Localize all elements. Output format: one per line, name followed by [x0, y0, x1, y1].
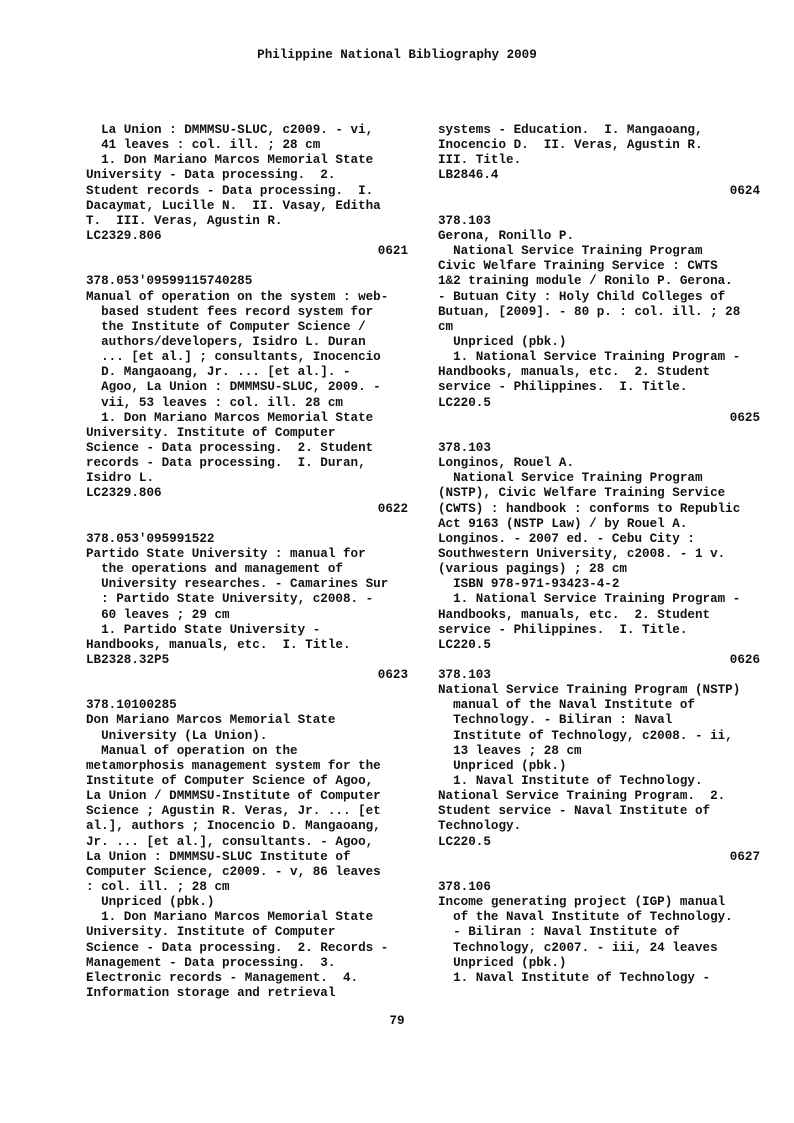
text-line: Butuan, [2009]. - 80 p. : col. ill. ; 28	[438, 304, 741, 319]
text-line: 378.103	[438, 440, 491, 455]
text-line: 60 leaves ; 29 cm	[86, 607, 230, 622]
text-line: Handbooks, manuals, etc. 2. Student	[438, 365, 711, 380]
text-line: (various pagings) ; 28 cm	[438, 562, 627, 577]
entry-number: 0626	[729, 652, 760, 667]
left-column	[86, 123, 408, 1001]
text-line: LB2846.4	[438, 168, 499, 183]
text-line: Act 9163 (NSTP Law) / by Rouel A.	[438, 516, 688, 531]
text-line: LC2329.806	[86, 228, 162, 243]
text-line: Electronic records - Management. 4.	[86, 970, 359, 985]
text-line: the Institute of Computer Science /	[86, 319, 366, 334]
text-line: Technology. - Biliran : Naval	[438, 713, 673, 728]
text-line: : Partido State University, c2008. -	[86, 592, 374, 607]
text-line: Agoo, La Union : DMMMSU-SLUC, 2009. -	[86, 380, 381, 395]
text-line: LB2328.32P5	[86, 652, 170, 667]
text-line: service - Philippines. I. Title.	[438, 380, 688, 395]
text-line: Science - Data processing. 2. Student	[86, 440, 374, 455]
entry-number: 0622	[377, 501, 408, 516]
text-line: cm	[438, 319, 454, 334]
text-line: Gerona, Ronillo P.	[438, 228, 575, 243]
blank-line	[438, 426, 760, 441]
text-line: University researches. - Camarines Sur	[86, 577, 389, 592]
text-line: LC220.5	[438, 395, 491, 410]
text-line: University (La Union).	[86, 728, 268, 743]
text-line: Handbooks, manuals, etc. I. Title.	[86, 637, 351, 652]
blank-line	[86, 517, 408, 532]
text-line: Technology.	[438, 819, 522, 834]
text-line: 41 leaves : col. ill. ; 28 cm	[86, 138, 321, 153]
text-line: University. Institute of Computer	[86, 425, 336, 440]
text-line: 378.103	[438, 668, 491, 683]
text-line: 1. National Service Training Program -	[438, 350, 741, 365]
entry-number: 0625	[729, 410, 760, 425]
text-line: National Service Training Program	[438, 471, 703, 486]
text-line: University. Institute of Computer	[86, 925, 336, 940]
text-line: service - Philippines. I. Title.	[438, 622, 688, 637]
blank-line	[86, 683, 408, 698]
text-line: of the Naval Institute of Technology.	[438, 910, 733, 925]
text-line: Institute of Technology, c2008. - ii,	[438, 728, 733, 743]
blank-line	[438, 199, 760, 214]
text-line: LC220.5	[438, 834, 491, 849]
text-line: Income generating project (IGP) manual	[438, 895, 726, 910]
text-line: T. III. Veras, Agustin R.	[86, 213, 283, 228]
text-line: 378.053'09599115740285	[86, 274, 253, 289]
text-line: 1. National Service Training Program -	[438, 592, 741, 607]
text-line: Science ; Agustin R. Veras, Jr. ... [et	[86, 804, 381, 819]
text-line: ... [et al.] ; consultants, Inocencio	[86, 350, 381, 365]
text-line: based student fees record system for	[86, 304, 374, 319]
text-line: National Service Training Program (NSTP)	[438, 683, 741, 698]
text-line: 1. Don Mariano Marcos Memorial State	[86, 410, 374, 425]
text-line: records - Data processing. I. Duran,	[86, 456, 366, 471]
text-line: Computer Science, c2009. - v, 86 leaves	[86, 864, 381, 879]
text-line: (NSTP), Civic Welfare Training Service	[438, 486, 726, 501]
text-line: III. Title.	[438, 153, 522, 168]
text-line: Jr. ... [et al.], consultants. - Agoo,	[86, 834, 374, 849]
text-line: Unpriced (pbk.)	[86, 895, 215, 910]
entry-number: 0623	[377, 668, 408, 683]
blank-line	[86, 259, 408, 274]
text-line: 378.053'095991522	[86, 531, 215, 546]
page-header: Philippine National Bibliography 2009	[257, 48, 537, 62]
text-line: D. Mangaoang, Jr. ... [et al.]. -	[86, 365, 351, 380]
entry-number: 0624	[729, 183, 760, 198]
text-line: Southwestern University, c2008. - 1 v.	[438, 546, 726, 561]
text-line: authors/developers, Isidro L. Duran	[86, 334, 366, 349]
text-line: Student service - Naval Institute of	[438, 804, 711, 819]
text-line: University - Data processing. 2.	[86, 168, 336, 183]
text-line: Institute of Computer Science of Agoo,	[86, 774, 374, 789]
blank-line	[438, 865, 760, 880]
text-line: Longinos, Rouel A.	[438, 456, 575, 471]
text-line: Partido State University : manual for	[86, 546, 366, 561]
text-line: Don Mariano Marcos Memorial State	[86, 713, 336, 728]
text-line: LC220.5	[438, 637, 491, 652]
text-line: : col. ill. ; 28 cm	[86, 880, 230, 895]
text-line: Handbooks, manuals, etc. 2. Student	[438, 607, 711, 622]
entry-number: 0621	[377, 244, 408, 259]
text-line: metamorphosis management system for the	[86, 758, 381, 773]
text-line: al.], authors ; Inocencio D. Mangaoang,	[86, 819, 381, 834]
text-line: Student records - Data processing. I.	[86, 183, 374, 198]
text-line: Science - Data processing. 2. Records -	[86, 940, 389, 955]
text-line: Unpriced (pbk.)	[438, 758, 567, 773]
text-line: the operations and management of	[86, 562, 343, 577]
text-line: Civic Welfare Training Service : CWTS	[438, 259, 718, 274]
text-line: Manual of operation on the	[86, 743, 298, 758]
text-line: La Union / DMMMSU-Institute of Computer	[86, 789, 381, 804]
text-line: LC2329.806	[86, 486, 162, 501]
text-line: 378.103	[438, 213, 491, 228]
text-line: National Service Training Program. 2.	[438, 789, 726, 804]
text-line: La Union : DMMMSU-SLUC, c2009. - vi,	[86, 123, 374, 137]
text-line: Inocencio D. II. Veras, Agustin R.	[438, 138, 703, 153]
text-line: 1. Don Mariano Marcos Memorial State	[86, 910, 374, 925]
text-line: vii, 53 leaves : col. ill. 28 cm	[86, 395, 343, 410]
right-column	[438, 123, 760, 986]
text-line: Manual of operation on the system : web-	[86, 289, 389, 304]
text-line: 13 leaves ; 28 cm	[438, 743, 582, 758]
text-line: 1&2 training module / Ronilo P. Gerona.	[438, 274, 733, 289]
text-line: manual of the Naval Institute of	[438, 698, 695, 713]
text-line: Unpriced (pbk.)	[438, 334, 567, 349]
text-line: - Biliran : Naval Institute of	[438, 925, 680, 940]
text-line: systems - Education. I. Mangaoang,	[438, 123, 703, 137]
text-line: Unpriced (pbk.)	[438, 955, 567, 970]
text-line: 1. Partido State University -	[86, 622, 321, 637]
page-number: 79	[389, 1014, 405, 1028]
text-line: Management - Data processing. 3.	[86, 955, 336, 970]
text-line: ISBN 978-971-93423-4-2	[438, 577, 620, 592]
text-line: La Union : DMMMSU-SLUC Institute of	[86, 849, 351, 864]
text-line: Dacaymat, Lucille N. II. Vasay, Editha	[86, 198, 381, 213]
text-line: Longinos. - 2007 ed. - Cebu City :	[438, 531, 695, 546]
text-line: 1. Naval Institute of Technology -	[438, 970, 711, 985]
text-line: (CWTS) : handbook : conforms to Republic	[438, 501, 741, 516]
text-line: Technology, c2007. - iii, 24 leaves	[438, 940, 718, 955]
text-line: Isidro L.	[86, 471, 155, 486]
text-line: - Butuan City : Holy Child Colleges of	[438, 289, 726, 304]
text-line: 378.10100285	[86, 698, 177, 713]
text-line: 1. Don Mariano Marcos Memorial State	[86, 153, 374, 168]
text-line: National Service Training Program	[438, 244, 703, 259]
text-line: 1. Naval Institute of Technology.	[438, 774, 703, 789]
text-line: 378.106	[438, 880, 491, 895]
entry-number: 0627	[729, 849, 760, 864]
text-line: Information storage and retrieval	[86, 986, 336, 1001]
